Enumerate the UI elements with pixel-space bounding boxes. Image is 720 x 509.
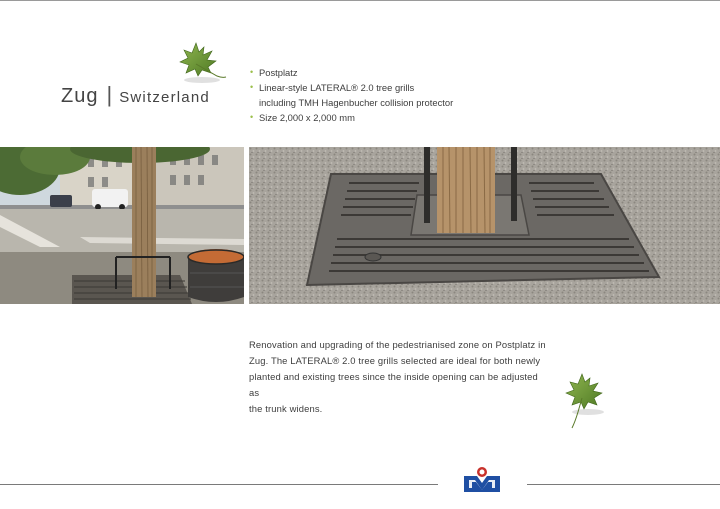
- company-logo: [464, 466, 500, 492]
- tree-grill-photo: [249, 147, 720, 304]
- top-rule: [0, 0, 720, 1]
- maple-leaf-icon: [172, 40, 230, 86]
- title-city: Zug: [61, 85, 99, 107]
- maple-leaf-icon: [560, 372, 608, 430]
- bullet-dot: •: [250, 67, 254, 77]
- title-country: Switzerland: [119, 89, 210, 106]
- street-scene-photo: [0, 147, 244, 304]
- bottom-rule-right: [527, 484, 720, 485]
- list-item: • Linear-style LATERAL® 2.0 tree grills including TMH Hagenbucher collision protector: [250, 82, 454, 108]
- bottom-rule-left: [0, 484, 438, 485]
- bullet-dot: •: [250, 112, 254, 122]
- list-item: • Postplatz: [250, 67, 298, 78]
- project-facts-list: [250, 65, 453, 125]
- project-description: Renovation and upgrading of the pedestrianised zone on Postplatz in Zug. The LATERAL® 2.0 tree grills selected are ideal for both newly planted and existing trees since the inside opening can be adjusted as the trunk widens.: [249, 339, 546, 414]
- bullet-dot: •: [250, 82, 254, 92]
- title-separator: |: [106, 82, 113, 107]
- list-item: • Size 2,000 x 2,000 mm: [250, 112, 355, 123]
